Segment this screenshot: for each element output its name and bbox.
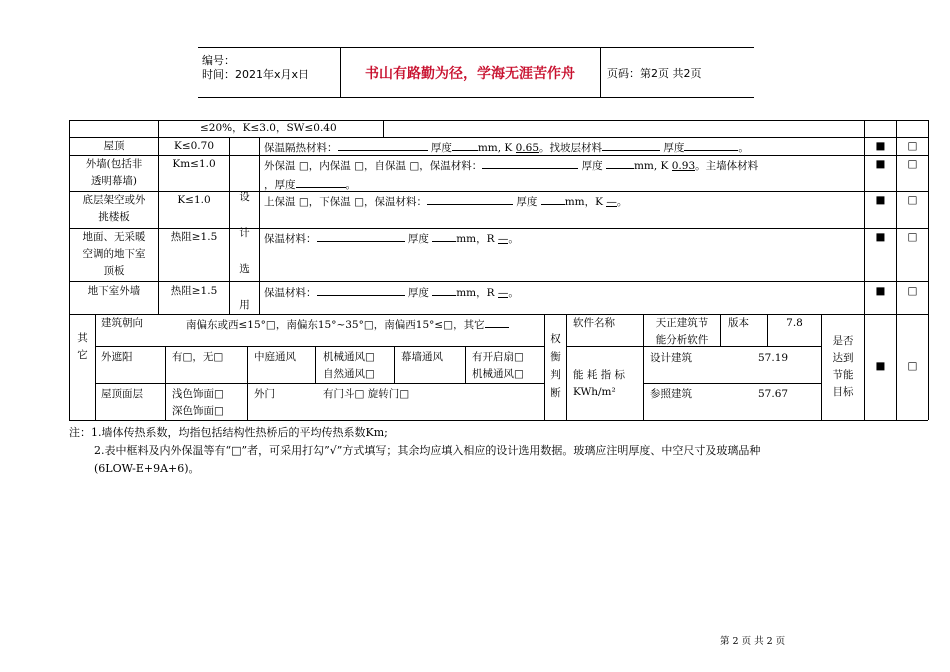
note-1: 注：1.墙体传热系数，均指包括结构性热桥后的平均传热系数Km;	[69, 426, 388, 439]
open-options: 有开启扇□ 机械通风□	[472, 351, 524, 380]
page-footer: 第 2 页 共 2 页	[720, 636, 786, 647]
window-criteria: ≤20%，K≤3.0，SW≤0.40	[200, 122, 337, 134]
target-mark-filled: ■	[875, 360, 886, 372]
slab-label: 底层架空或外 挑楼板	[82, 194, 146, 223]
software-name: 天正建筑节 能分析软件	[655, 317, 709, 346]
wall-limit: Km≤1.0	[172, 158, 216, 170]
design-label: 设 计 选 用	[239, 191, 250, 311]
wall-spec: 外保温 □，内保温 □，自保温 □，保温材料： 厚度 mm, K 0.93。主墙体材料 ，厚度 。	[264, 156, 758, 194]
energy-index-label: 能 耗 指 标 KWh/m²	[573, 369, 626, 398]
shading-label: 外遮阳	[101, 351, 133, 363]
basement-mark-empty[interactable]: □	[907, 285, 918, 297]
slab-mark-filled: ■	[875, 194, 886, 206]
orientation-label: 建筑朝向	[101, 317, 143, 329]
roof-mark-filled: ■	[875, 140, 886, 152]
roof-spec: 保温隔热材料： 厚度 mm, K 0.65。找坡层材料 厚度 。	[264, 138, 749, 157]
design-bldg-value: 57.19	[758, 352, 789, 364]
ground-mark-empty[interactable]: □	[907, 231, 918, 243]
basement-mark-filled: ■	[875, 285, 886, 297]
mech-vent-options: 机械通风□ 自然通风□	[323, 351, 375, 380]
door-options: 有门斗□ 旋转门□	[323, 388, 410, 400]
judge-label: 权 衡 判 断	[550, 333, 561, 399]
code-label: 编号：	[202, 54, 235, 67]
version-value: 7.8	[786, 317, 803, 329]
roof-surface-options: 浅色饰面□ 深色饰面□	[172, 388, 224, 417]
roof-mark-empty[interactable]: □	[907, 140, 918, 152]
note-2: 2.表中框料及内外保温等有“□”者，可采用打勾”√”方式填写；其余均应填入相应的设计选用数据。玻璃应注明厚度、中空尺寸及玻璃品种	[94, 444, 761, 457]
roof-label: 屋顶	[103, 140, 125, 152]
slab-limit: K≤1.0	[177, 194, 211, 206]
basement-limit: 热阻≥1.5	[170, 285, 218, 297]
shading-options: 有□，无□	[172, 351, 224, 363]
orientation-options: 南偏东或西≤15°□，南偏东15°~35°□，南偏西15°≤□，其它	[186, 315, 509, 334]
basement-label: 地下室外墙	[87, 285, 141, 297]
target-label: 是否 达到 节能 目标	[832, 335, 854, 398]
roof-surface-label: 屋顶面层	[101, 388, 143, 400]
ground-label: 地面、无采暖 空调的地下室 顶板	[82, 231, 146, 277]
motto: 书山有路勤为径，学海无涯苦作舟	[365, 66, 575, 82]
time-label: 时间：2021年x月x日	[202, 68, 310, 81]
note-3: (6LOW-E+9A+6)。	[94, 462, 200, 475]
slab-mark-empty[interactable]: □	[907, 194, 918, 206]
slab-spec: 上保温 □，下保温 □，保温材料： 厚度 mm，K —。	[264, 192, 627, 211]
ground-limit: 热阻≥1.5	[170, 231, 218, 243]
other-label: 其 它	[77, 332, 88, 361]
header-motto-cell	[340, 48, 601, 97]
document-header	[198, 47, 754, 98]
roof-limit: K≤0.70	[173, 140, 215, 152]
basement-spec: 保温材料： 厚度 mm，R —。	[264, 283, 519, 302]
ground-mark-filled: ■	[875, 231, 886, 243]
software-label: 软件名称	[573, 317, 615, 329]
design-bldg-label: 设计建筑	[650, 352, 692, 364]
ref-bldg-value: 57.67	[758, 388, 789, 400]
target-mark-empty[interactable]: □	[907, 360, 918, 372]
page-label: 页码：第2页 共2页	[607, 67, 702, 80]
wall-label: 外墙(包括非 透明幕墙)	[85, 158, 143, 187]
curtain-vent-label: 幕墙通风	[401, 351, 443, 363]
ground-spec: 保温材料： 厚度 mm，R —。	[264, 229, 519, 248]
ref-bldg-label: 参照建筑	[650, 388, 692, 400]
wall-mark-empty[interactable]: □	[907, 158, 918, 170]
door-label: 外门	[254, 388, 275, 400]
wall-mark-filled: ■	[875, 158, 886, 170]
header-page-cell	[601, 48, 754, 97]
atrium-label: 中庭通风	[254, 351, 296, 363]
header-meta	[198, 48, 341, 97]
version-label: 版本	[728, 317, 749, 329]
